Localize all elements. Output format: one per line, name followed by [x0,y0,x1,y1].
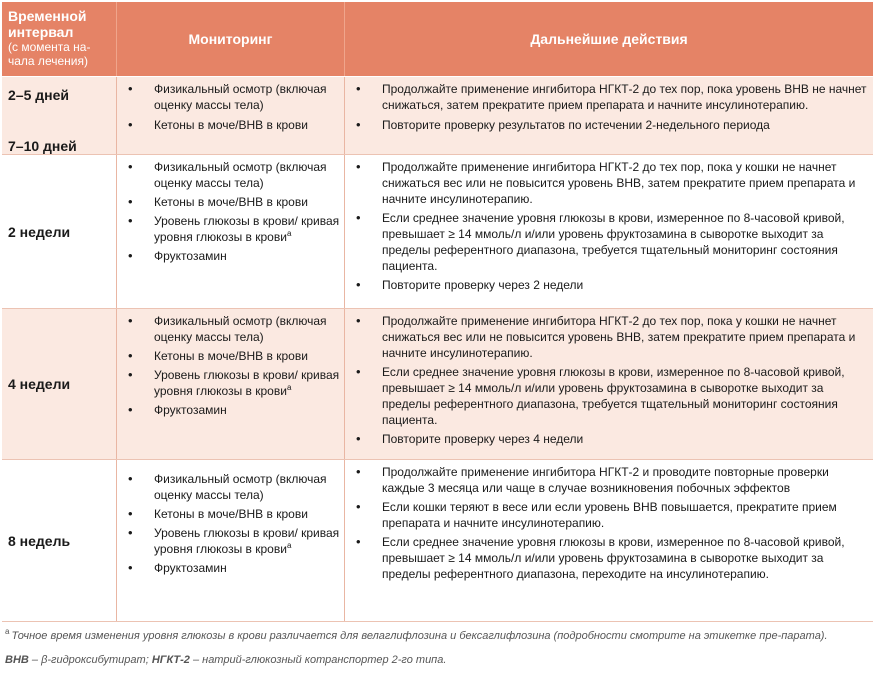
table-row [2,460,873,622]
list-item: • Физикальный осмотр (включая оценку массы тела) [154,159,340,191]
list-item: • Повторите проверку результатов по истечении 2-недельного периода [382,117,867,133]
interval-label: 8 недель [2,460,117,621]
list-item: • Продолжайте применение ингибитора НГКТ-2 и проводите повторные проверки каждые 3 месяца или чаще в случае возникновения побочных эффектов [382,464,867,496]
list-item: • Фруктозамин [154,248,340,264]
header-monitoring: Мониторинг [188,31,273,47]
footnote-marker: a [286,383,292,392]
header-interval-title: Временной интервал [8,8,87,40]
interval-label: 2–5 дней [8,87,69,103]
list-item: • Уровень глюкозы в крови/ кривая уровня глюкозы в крови$^a$ [154,525,340,557]
list-item: • Уровень глюкозы в крови/ кривая уровня глюкозы в крови$^a$ [154,213,340,245]
list-item: • Если среднее значение уровня глюкозы в крови, измеренное по 8-часовой кривой, превышает ≥ 14 ммоль/л и/или уровень фруктозамина в сыворотке выходит за пределы референтного диапазона, требуется тщательный мониторинг состояния пациента. [382,210,867,274]
list-item: • Если кошки теряют в весе или если уровень ВНВ повышается, прекратите прием препарата и начните инсулинотерапию. [382,499,867,531]
footnote-text: Точное время изменения уровня глюкозы в крови различается для велаглифлозина и бексаглифлозина (подробности смотрите на этикетке пре-парата). [11,630,828,642]
table-notes [5,628,870,668]
list-item: • Продолжайте применение ингибитора НГКТ-2 до тех пор, пока у кошки не начнет снижаться вес или не повысится уровень ВНВ, затем прекратите прием препарата и начните инсулинотерапию. [382,159,867,207]
interval-label: 2 недели [2,155,117,308]
list-item: • Кетоны в моче/ВНВ в крови [154,117,340,133]
list-item: • Физикальный осмотр (включая оценку массы тела) [154,471,340,503]
header-interval [2,2,117,76]
abbreviations: ВНВ – β-гидроксибутират; НГКТ-2 – натрий-глюкозный котранспортер 2-го типа. [5,654,447,666]
list-item: • Продолжайте применение ингибитора НГКТ-2 до тех пор, пока у кошки не начнет снижаться вес или не повысится уровень ВНВ, затем прекратите прием препарата и начните инсулинотерапию. [382,313,867,361]
list-item: • Уровень глюкозы в крови/ кривая уровня глюкозы в крови$^a$ [154,367,340,399]
interval-label: 4 недели [2,309,117,459]
table-header [2,2,873,77]
table-row [2,155,873,309]
list-item: • Кетоны в моче/ВНВ в крови [154,506,340,522]
header-actions: Дальнейшие действия [530,31,688,47]
list-item: • Кетоны в моче/ВНВ в крови [154,348,340,364]
footnote-marker: a [286,229,292,238]
list-item: • Повторите проверку через 4 недели [382,431,867,447]
footnote [5,628,870,644]
list-item: • Физикальный осмотр (включая оценку массы тела) [154,81,340,113]
list-item: • Повторите проверку через 2 недели [382,277,867,293]
list-item: • Если среднее значение уровня глюкозы в крови, измеренное по 8-часовой кривой, превышает ≥ 14 ммоль/л и/или уровень фруктозамина в сыворотке выходит за пределы референтного диапазона, переходите на инсулинотерапию. [382,534,867,582]
footnote-marker: a [5,627,10,637]
footnote-marker: a [286,541,292,550]
list-item: • Кетоны в моче/ВНВ в крови [154,194,340,210]
table-row [2,309,873,460]
interval-label: 7–10 дней [8,138,77,154]
header-interval-subtitle: (с момента на-чала лечения) [8,40,91,68]
list-item: • Физикальный осмотр (включая оценку массы тела) [154,313,340,345]
list-item: • Если среднее значение уровня глюкозы в крови, измеренное по 8-часовой кривой, превышает ≥ 14 ммоль/л и/или уровень фруктозамина в сыворотке выходит за пределы референтного диапазона, требуется тщательный мониторинг состояния пациента. [382,364,867,428]
monitoring-table [2,2,873,622]
list-item: • Фруктозамин [154,560,340,576]
table-row [2,77,873,155]
list-item: • Фруктозамин [154,402,340,418]
list-item: • Продолжайте применение ингибитора НГКТ-2 до тех пор, пока уровень ВНВ не начнет снижаться, затем прекратите прием препарата и начните инсулинотерапию. [382,81,867,113]
